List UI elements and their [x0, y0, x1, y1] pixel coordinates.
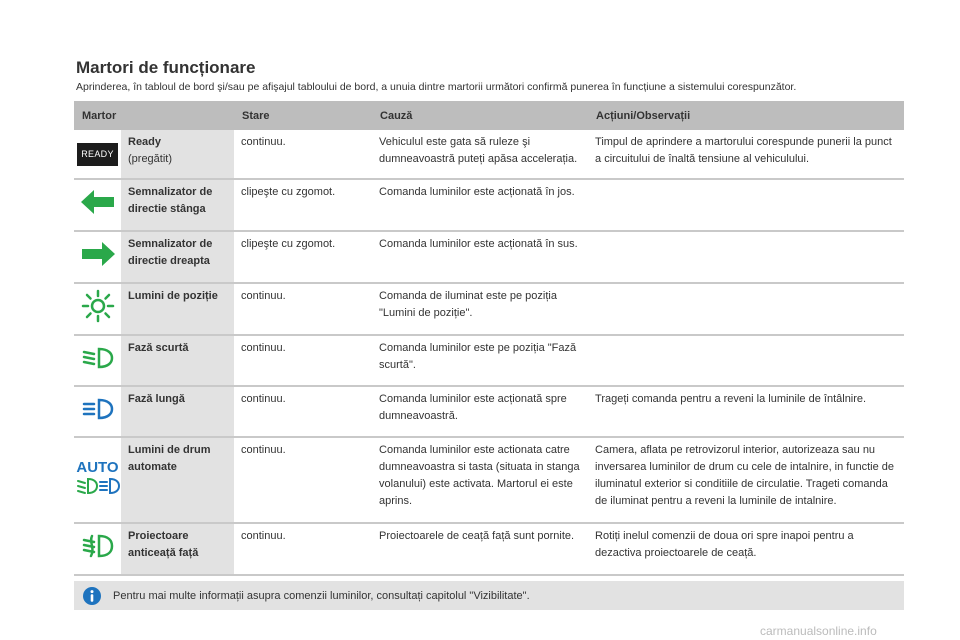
indicator-action [588, 179, 904, 231]
table-row [74, 335, 904, 386]
high-beam-icon [74, 386, 121, 437]
indicator-action: Camera, aflata pe retrovizorul interior, autorizeaza sau nu inversarea luminilor de drum cu cele de intalnire, in functie de iluminatul exterior si conditiile de circulatie. Trageti comanda de iluminat pentru a reveni la luminile de intalnire. [588, 437, 904, 523]
intro-text: Aprinderea, în tabloul de bord şi/sau pe afişajul tabloului de bord, a unuia dintre martorii următori confirmă punerea în funcțiune a sistemului corespunzător. [76, 81, 797, 93]
watermark: carmanualsonline.info [760, 624, 877, 638]
indicator-cause: Vehiculul este gata să ruleze şi dumneavoastră puteți apăsa accelerația. [372, 130, 588, 179]
indicator-cause: Proiectoarele de ceață față sunt pornite. [372, 523, 588, 575]
auto-label: AUTO [76, 458, 119, 476]
indicator-name: Proiectoare anticeață față [121, 523, 234, 575]
indicator-state: continuu. [234, 437, 372, 523]
indicator-action: Trageți comanda pentru a reveni la luminile de întâlnire. [588, 386, 904, 437]
indicator-name: Semnalizator de directie stânga [121, 179, 234, 231]
position-lights-icon [74, 283, 121, 335]
indicator-action [588, 335, 904, 386]
indicator-state: clipeşte cu zgomot. [234, 231, 372, 283]
indicator-cause: Comanda luminilor este actionata catre dumneavoastra si tasta (situata in stanga volanului) este activata. Martorul ei este aprins. [372, 437, 588, 523]
indicator-cause: Comanda luminilor este acționată în jos. [372, 179, 588, 231]
table-header-row [74, 101, 904, 130]
indicator-cause: Comanda de iluminat este pe poziția "Lumini de poziție". [372, 283, 588, 335]
info-note-text: Pentru mai multe informații asupra comenzii luminilor, consultați capitolul "Vizibilitate". [113, 589, 530, 602]
indicator-action: Rotiți inelul comenzii de doua ori spre inapoi pentru a dezactiva proiectoarele de ceață. [588, 523, 904, 575]
header-actiuni: Acțiuni/Observații [588, 101, 904, 130]
table-row [74, 179, 904, 231]
indicator-state: continuu. [234, 523, 372, 575]
indicator-state: continuu. [234, 283, 372, 335]
indicator-name: Lumini de poziție [121, 283, 234, 335]
table-row [74, 437, 904, 523]
indicator-action [588, 283, 904, 335]
indicator-name-sub: (pregătit) [128, 153, 173, 165]
indicator-action [588, 231, 904, 283]
indicator-state: clipeşte cu zgomot. [234, 179, 372, 231]
header-martor: Martor [74, 101, 234, 130]
indicator-cause: Comanda luminilor este acționată în sus. [372, 231, 588, 283]
table-row [74, 130, 904, 179]
left-arrow-icon [74, 179, 121, 231]
table-row [74, 523, 904, 575]
info-note [74, 581, 904, 610]
indicator-name: Semnalizator de directie dreapta [121, 231, 234, 283]
indicator-name: Fază scurtă [121, 335, 234, 386]
table-row [74, 283, 904, 335]
indicator-state: continuu. [234, 386, 372, 437]
page-title: Martori de funcționare [76, 58, 256, 77]
indicator-name: Fază lungă [121, 386, 234, 437]
table-row [74, 231, 904, 283]
ready-icon: READY [74, 130, 121, 179]
indicator-table [74, 101, 904, 576]
info-icon [83, 587, 101, 605]
table-row [74, 386, 904, 437]
auto-lights-icon [74, 437, 121, 523]
header-cauza: Cauză [372, 101, 588, 130]
low-beam-icon [74, 335, 121, 386]
indicator-action: Timpul de aprindere a martorului corespunde punerii la punct a circuitului de înaltă tensiune al vehiculului. [588, 130, 904, 179]
indicator-cause: Comanda luminilor este acționată spre dumneavoastră. [372, 386, 588, 437]
indicator-state: continuu. [234, 335, 372, 386]
indicator-cause: Comanda luminilor este pe poziția "Fază scurtă". [372, 335, 588, 386]
header-stare: Stare [234, 101, 372, 130]
indicator-name: Lumini de drum automate [121, 437, 234, 523]
right-arrow-icon [74, 231, 121, 283]
indicator-state: continuu. [234, 130, 372, 179]
indicator-name: Ready [128, 136, 162, 148]
front-fog-icon [74, 523, 121, 575]
